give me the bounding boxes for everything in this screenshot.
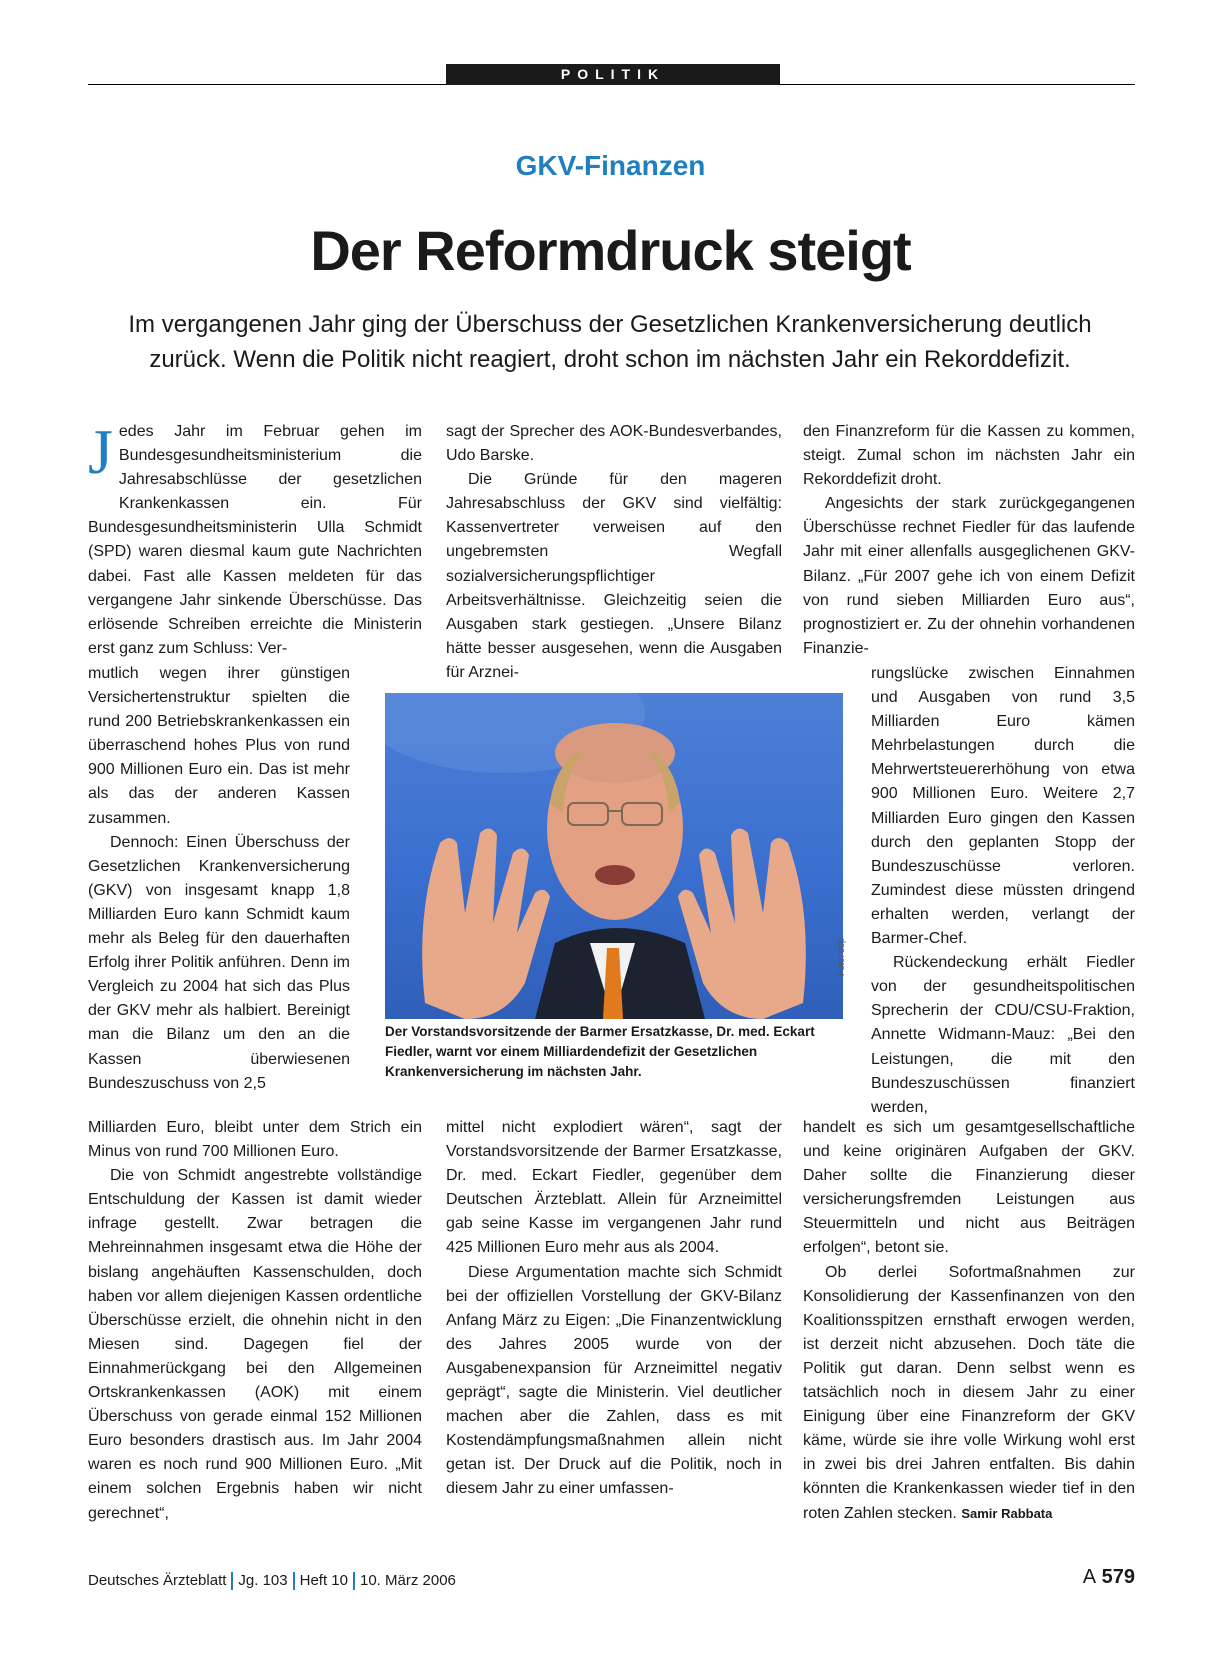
photo-credit: Foto: ddp: [836, 937, 846, 976]
page-prefix: A: [1082, 1566, 1097, 1588]
column-3-top: [803, 420, 1135, 661]
dropcap: J: [88, 416, 113, 487]
article-headline: Der Reformdruck steigt: [310, 219, 911, 282]
paragraph: mutlich wegen ihrer günstigen Versichertenstruktur spielten die rund 200 Betriebskrankenkassen ein überraschend hohes Plus von rund 900 Millionen Euro ein. Das ist mehr als das der anderen Kassen zusammen.: [88, 665, 350, 827]
publication-name: Deutsches Ärzteblatt: [88, 1572, 227, 1589]
paragraph: rungslücke zwischen Einnahmen und Ausgaben von rund 3,5 Milliarden Euro kämen Mehrbelastungen durch die Mehrwertsteuererhöhung von etwa 900 Millionen Euro. Weitere 2,7 Milliarden Euro gingen den Kassen durch den geplanten Stopp der Bundeszuschüsse verloren. Zumindest diese müssten dringend erhalten werden, verlangt der Barmer-Chef.: [871, 665, 1135, 948]
paragraph: Dennoch: Einen Überschuss der Gesetzlichen Krankenversicherung (GKV) von insgesamt knapp 1,8 Milliarden Euro kann Schmidt kaum mehr als Beleg für den dauerhaften Erfolg ihrer Politik anführen. Denn im Vergleich zu 2004 hat sich das Plus der GKV mehr als halbiert. Bereinigt man die Bilanz um den an die Kassen überwiesenen Bundeszuschuss von 2,5: [88, 833, 350, 1092]
issue: Heft 10: [299, 1572, 348, 1589]
footer-separator: [231, 1572, 233, 1590]
page-number-value: 579: [1101, 1566, 1135, 1588]
article-kicker: GKV-Finanzen: [515, 150, 706, 181]
paragraph: Die von Schmidt angestrebte vollständige Entschuldung der Kassen ist damit wieder infrage gestellt. Zwar betragen die Mehreinnahmen insgesamt etwa die Höhe der bislang angehäuften Kassenschulden, doch haben vor allem diejenigen Kassen ordentliche Überschüsse erzielt, die ohnehin nicht in den Miesen sind. Dagegen fiel der Einnahmerückgang bei den Allgemeinen Ortskrankenkassen (AOK) mit einem Überschuss von gerade einmal 152 Millionen Euro besonders drastisch aus. Im Jahr 2004 waren es noch rund 900 Millionen Euro. „Mit einem solchen Ergebnis haben wir nicht gerechnet“,: [88, 1167, 422, 1522]
paragraph: Die Gründe für den mageren Jahresabschluss der GKV sind vielfältig: Kassenvertreter verweisen auf den ungebremsten Wegfall sozialversicherungspflichtiger Arbeitsverhältnisse. Gleichzeitig seien die Ausgaben stark gestiegen. „Unsere Bilanz hätte besser ausgesehen, wenn die Ausgaben für Arznei-: [446, 471, 782, 681]
column-2-top: [446, 420, 782, 685]
portrait-photo: [385, 693, 843, 1019]
paragraph: Milliarden Euro, bleibt unter dem Strich ein Minus von rund 700 Millionen Euro.: [88, 1119, 422, 1161]
paragraph-text: edes Jahr im Februar gehen im Bundesgesundheitsministerium die Jahresabschlüsse der gesetzlichen Krankenkassen ein. Für Bundesgesundheitsministerin Ulla Schmidt (SPD) waren diesmal kaum gute Nachrichten dabei. Fast alle Kassen meldeten für das vergangene Jahr sinkende Überschüsse. Das erlösende Schreiben erreichte die Ministerin erst ganz zum Schluss: Ver-: [88, 423, 422, 657]
column-1-bottom: [88, 1116, 422, 1526]
column-3-bottom: [803, 1116, 1135, 1526]
page-footer: [88, 1572, 456, 1590]
page-number: [1083, 1566, 1135, 1589]
paragraph-text: Ob derlei Sofortmaßnahmen zur Konsolidierung der Kassenfinanzen von den Koalitionsspitzen ernsthaft erwogen werden, ist derzeit nicht abzusehen. Doch täte die Politik gut daran. Denn selbst wenn es tatsächlich noch in diesem Jahr zu einer Einigung über eine Finanzreform der GKV käme, würde sie ihre volle Wirkung wohl erst in zwei bis drei Jahren entfalten. Bis dahin könnten die Krankenkassen wieder tief in den roten Zahlen stecken.: [803, 1263, 1135, 1522]
paragraph: Angesichts der stark zurückgegangenen Überschüsse rechnet Fiedler für das laufende Jahr mit einer allenfalls ausgeglichenen GKV-Bilanz. „Für 2007 gehe ich von einem Defizit von rund sieben Milliarden Euro aus“, prognostiziert er. Zu der ohnehin vorhandenen Finanzie-: [803, 495, 1135, 657]
paragraph: sagt der Sprecher des AOK-Bundesverbandes, Udo Barske.: [446, 423, 782, 465]
paragraph: den Finanzreform für die Kassen zu kommen, steigt. Zumal schon im nächsten Jahr ein Rekorddefizit droht.: [803, 423, 1135, 489]
article-lead: Im vergangenen Jahr ging der Überschuss der Gesetzlichen Krankenversicherung deutlich zurück. Wenn die Politik nicht reagiert, droht schon im nächsten Jahr ein Rekorddefizit.: [128, 311, 1092, 373]
column-1-top: [88, 416, 422, 661]
author-byline: Samir Rabbata: [961, 1505, 1053, 1521]
section-label: POLITIK: [446, 64, 780, 85]
issue-date: 10. März 2006: [360, 1572, 456, 1589]
footer-separator: [353, 1572, 355, 1590]
paragraph: handelt es sich um gesamtgesellschaftliche und keine originären Aufgaben der GKV. Daher sollte die Finanzierung dieser versicherungsfremden Leistungen aus Steuermitteln und nicht aus Beiträgen erfolgen“, betont sie.: [803, 1119, 1135, 1257]
paragraph: mittel nicht explodiert wären“, sagt der Vorstandsvorsitzende der Barmer Ersatzkasse, Dr. med. Eckart Fiedler, gegenüber dem Deutschen Ärzteblatt. Allein für Arzneimittel gab seine Kasse im vergangenen Jahr rund 425 Millionen Euro mehr aus als 2004.: [446, 1119, 782, 1257]
photo-caption: Der Vorstandsvorsitzende der Barmer Ersatzkasse, Dr. med. Eckart Fiedler, warnt vor einem Milliardendefizit der Gesetzlichen Krankenversicherung im nächsten Jahr.: [385, 1024, 815, 1079]
column-3-middle: [871, 662, 1135, 1120]
paragraph: [803, 1261, 1135, 1526]
paragraph: [88, 416, 422, 661]
paragraph: Diese Argumentation machte sich Schmidt bei der offiziellen Vorstellung der GKV-Bilanz Anfang März zu Eigen: „Die Finanzentwicklung des Jahres 2005 wurde von der Ausgabenexpansion für Arzneimittel negativ geprägt“, sagte die Ministerin. Viel deutlicher machen aber die Zahlen, dass es mit Kostendämpfungsmaßnahmen allein nicht getan ist. Der Druck auf die Politik, noch in diesem Jahr zu einer umfassen-: [446, 1263, 782, 1498]
column-2-bottom: [446, 1116, 782, 1502]
column-1-middle: [88, 662, 350, 1096]
portrait-illustration: [385, 693, 843, 1019]
volume: Jg. 103: [238, 1572, 288, 1589]
footer-separator: [293, 1572, 295, 1590]
paragraph: Rückendeckung erhält Fiedler von der gesundheitspolitischen Sprecherin der CDU/CSU-Fraktion, Annette Widmann-Mauz: „Bei den Leistungen, die mit den Bundeszuschüssen finanziert werden,: [871, 954, 1135, 1116]
